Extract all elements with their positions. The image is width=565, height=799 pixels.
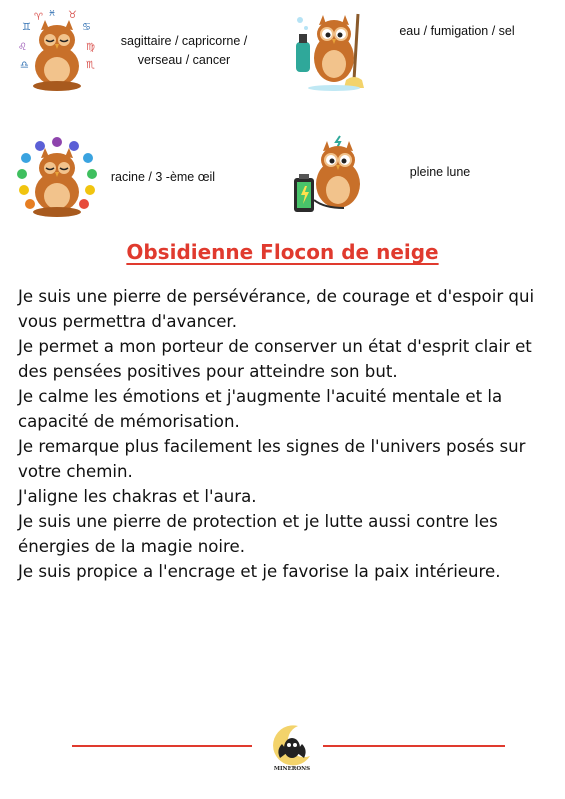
- owl-chakra-icon: [16, 136, 98, 218]
- svg-text:♎: ♎: [20, 60, 29, 71]
- footer-divider-right: [323, 745, 505, 747]
- svg-text:♈: ♈: [34, 12, 43, 23]
- svg-text:♌: ♌: [18, 42, 27, 53]
- owl-cleaning-icon: [290, 10, 372, 92]
- svg-text:♓: ♓: [48, 10, 57, 18]
- card-caption: eau / fumigation / sel: [399, 23, 515, 38]
- svg-text:♍: ♍: [86, 42, 95, 53]
- paragraph: J'aligne les chakras et l'aura.: [18, 487, 257, 506]
- owl-battery-icon: [290, 134, 372, 216]
- paragraph: Je suis propice a l'encrage et je favorise la paix intérieure.: [18, 562, 501, 581]
- card-caption: sagittaire / capricorne / verseau / cancer: [120, 34, 248, 67]
- owl-zodiac-icon: [16, 10, 98, 92]
- paragraph: Je remarque plus facilement les signes de l'univers posés sur votre chemin.: [18, 437, 526, 481]
- paragraph: Je calme les émotions et j'augmente l'acuité mentale et la capacité de mémorisation.: [18, 387, 503, 431]
- paragraph: Je permet a mon porteur de conserver un état d'esprit clair et des pensées positives pour atteindre son but.: [18, 337, 532, 381]
- footer-divider-left: [72, 745, 252, 747]
- brand-logo: [268, 722, 316, 774]
- paragraph: Je suis une pierre de persévérance, de courage et d'espoir qui vous permettra d'avancer.: [18, 287, 535, 331]
- svg-text:♊: ♊: [22, 22, 31, 33]
- card-zodiac: [16, 10, 264, 92]
- svg-text:♉: ♉: [68, 10, 77, 21]
- logo-text: MINERONS: [273, 766, 311, 772]
- card-caption: pleine lune: [409, 164, 471, 179]
- description: [18, 284, 548, 584]
- card-battery: [290, 134, 490, 216]
- svg-text:♏: ♏: [86, 60, 95, 71]
- card-cleaning: [290, 10, 542, 92]
- paragraph: Je suis une pierre de protection et je lutte aussi contre les énergies de la magie noire.: [18, 512, 498, 556]
- card-chakra: [16, 136, 228, 218]
- svg-text:♋: ♋: [82, 22, 91, 33]
- card-caption: racine / 3 -ème œil: [110, 169, 216, 184]
- page-title: Obsidienne Flocon de neige: [126, 240, 439, 264]
